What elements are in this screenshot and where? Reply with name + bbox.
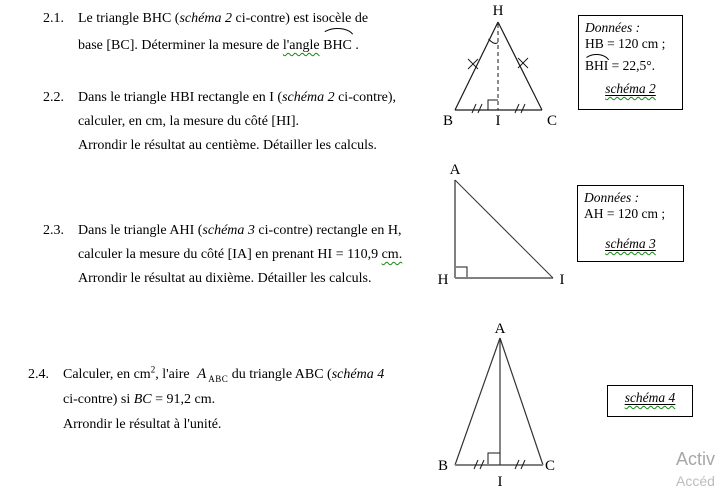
schema4-triangle-diagram (430, 320, 590, 492)
data-value (585, 58, 676, 74)
math-variable: BC (133, 392, 152, 407)
text-run: Arrondir le résultat à l'unité. (63, 417, 222, 432)
schema-caption (585, 81, 676, 97)
watermark-line1: Activ (676, 449, 716, 469)
text-run: calculer la mesure du côté [IA] en prenant HI = 110,9 (78, 247, 382, 262)
vertex-label-H: H (437, 272, 449, 288)
schema-reference: schéma 4 (331, 367, 385, 382)
tick-mark-HB (468, 59, 478, 69)
label-box-schema4 (607, 385, 693, 417)
text-run: ci-contre), (334, 90, 397, 105)
text-run: = 91,2 cm. (151, 392, 216, 407)
side-AB (455, 338, 500, 465)
text-run: base [BC]. Déterminer la mesure de (78, 38, 283, 53)
data-box-title: Données : (585, 20, 641, 35)
schema-label: schéma 3 (605, 236, 656, 251)
subscript: ABC (208, 373, 229, 384)
schema-reference: schéma 2 (282, 90, 335, 105)
schema-label: schéma 2 (605, 81, 656, 96)
question-line (43, 267, 402, 291)
text-run: Dans le triangle HBI rectangle en I ( (78, 90, 283, 105)
data-box-schema3 (577, 185, 684, 262)
angle-notation: BHC (323, 32, 352, 59)
question-number: 2.3. (43, 223, 64, 238)
text-run: Le triangle BHC ( (78, 11, 180, 26)
question-number: 2.2. (43, 90, 64, 105)
text-run: Dans le triangle AHI ( (78, 223, 203, 238)
text-run: = 22,5°. (608, 58, 656, 73)
data-box-title: Données : (584, 190, 640, 205)
question-line (43, 86, 396, 110)
vertex-label-H: H (492, 3, 504, 19)
question-line (28, 412, 384, 437)
angle-notation: BHI (585, 58, 609, 73)
schema-caption (584, 236, 677, 252)
question-number: 2.1. (43, 11, 64, 26)
question-line (43, 5, 368, 32)
hypotenuse-AI (455, 180, 553, 278)
tick-mark-HC (518, 58, 528, 68)
double-tick-BI (472, 104, 482, 113)
watermark-line2: Accéd (676, 473, 715, 489)
vertex-label-I: I (497, 474, 503, 490)
text-run: Calculer, en cm (63, 367, 151, 382)
question-line (43, 32, 368, 59)
right-angle-mark (488, 100, 498, 110)
grammar-flagged-text: l'angle (282, 38, 320, 53)
text-run: Arrondir le résultat au centième. Détailler les calculs. (78, 138, 377, 153)
text-run: ci-contre) est isocèle de (231, 11, 369, 26)
schema2-triangle-diagram (440, 0, 572, 132)
grammar-flagged-text: cm. (381, 247, 403, 262)
vertex-label-B: B (437, 458, 449, 474)
question-line (43, 110, 396, 134)
question-line (28, 362, 384, 387)
area-symbol: A (197, 366, 207, 382)
vertex-label-A: A (494, 321, 506, 337)
windows-activation-watermark (676, 449, 715, 489)
question-2-3 (43, 219, 402, 291)
schema-reference: schéma 3 (202, 223, 255, 238)
schema-reference: schéma 2 (179, 11, 232, 26)
right-angle-mark (456, 267, 467, 277)
question-2-2 (43, 86, 396, 158)
question-2-4 (28, 362, 384, 437)
side-AC (500, 338, 543, 465)
text-run: . (351, 38, 359, 53)
vertex-label-I: I (559, 272, 565, 288)
question-line (43, 219, 402, 243)
schema3-triangle-diagram (430, 160, 580, 290)
text-run: ci-contre) si (63, 392, 134, 407)
vertex-label-B: B (442, 113, 454, 129)
text-run: ci-contre) rectangle en H, (254, 223, 402, 238)
text-run: du triangle ABC ( (228, 367, 332, 382)
vertex-label-C: C (546, 113, 558, 129)
double-tick-IC (515, 104, 525, 113)
right-angle-mark (488, 453, 500, 464)
vertex-label-A: A (449, 162, 461, 178)
vertex-label-C: C (544, 458, 556, 474)
question-line (43, 243, 402, 267)
question-line (43, 134, 396, 158)
text-run: Arrondir le résultat au dixième. Détailler les calculs. (78, 271, 372, 286)
data-box-schema2 (578, 15, 683, 110)
vertex-label-I: I (495, 113, 501, 129)
superscript: 2 (150, 364, 156, 375)
question-2-1 (43, 5, 368, 59)
text-run: , l'aire (155, 367, 194, 382)
question-number: 2.4. (28, 367, 49, 382)
data-value: HB = 120 cm ; (585, 36, 666, 51)
schema-label: schéma 4 (624, 390, 676, 405)
question-line (28, 387, 384, 412)
data-value: AH = 120 cm ; (584, 206, 666, 221)
text-run: calculer, en cm, la mesure du côté [HI]. (78, 114, 299, 129)
side-HB (455, 22, 498, 110)
